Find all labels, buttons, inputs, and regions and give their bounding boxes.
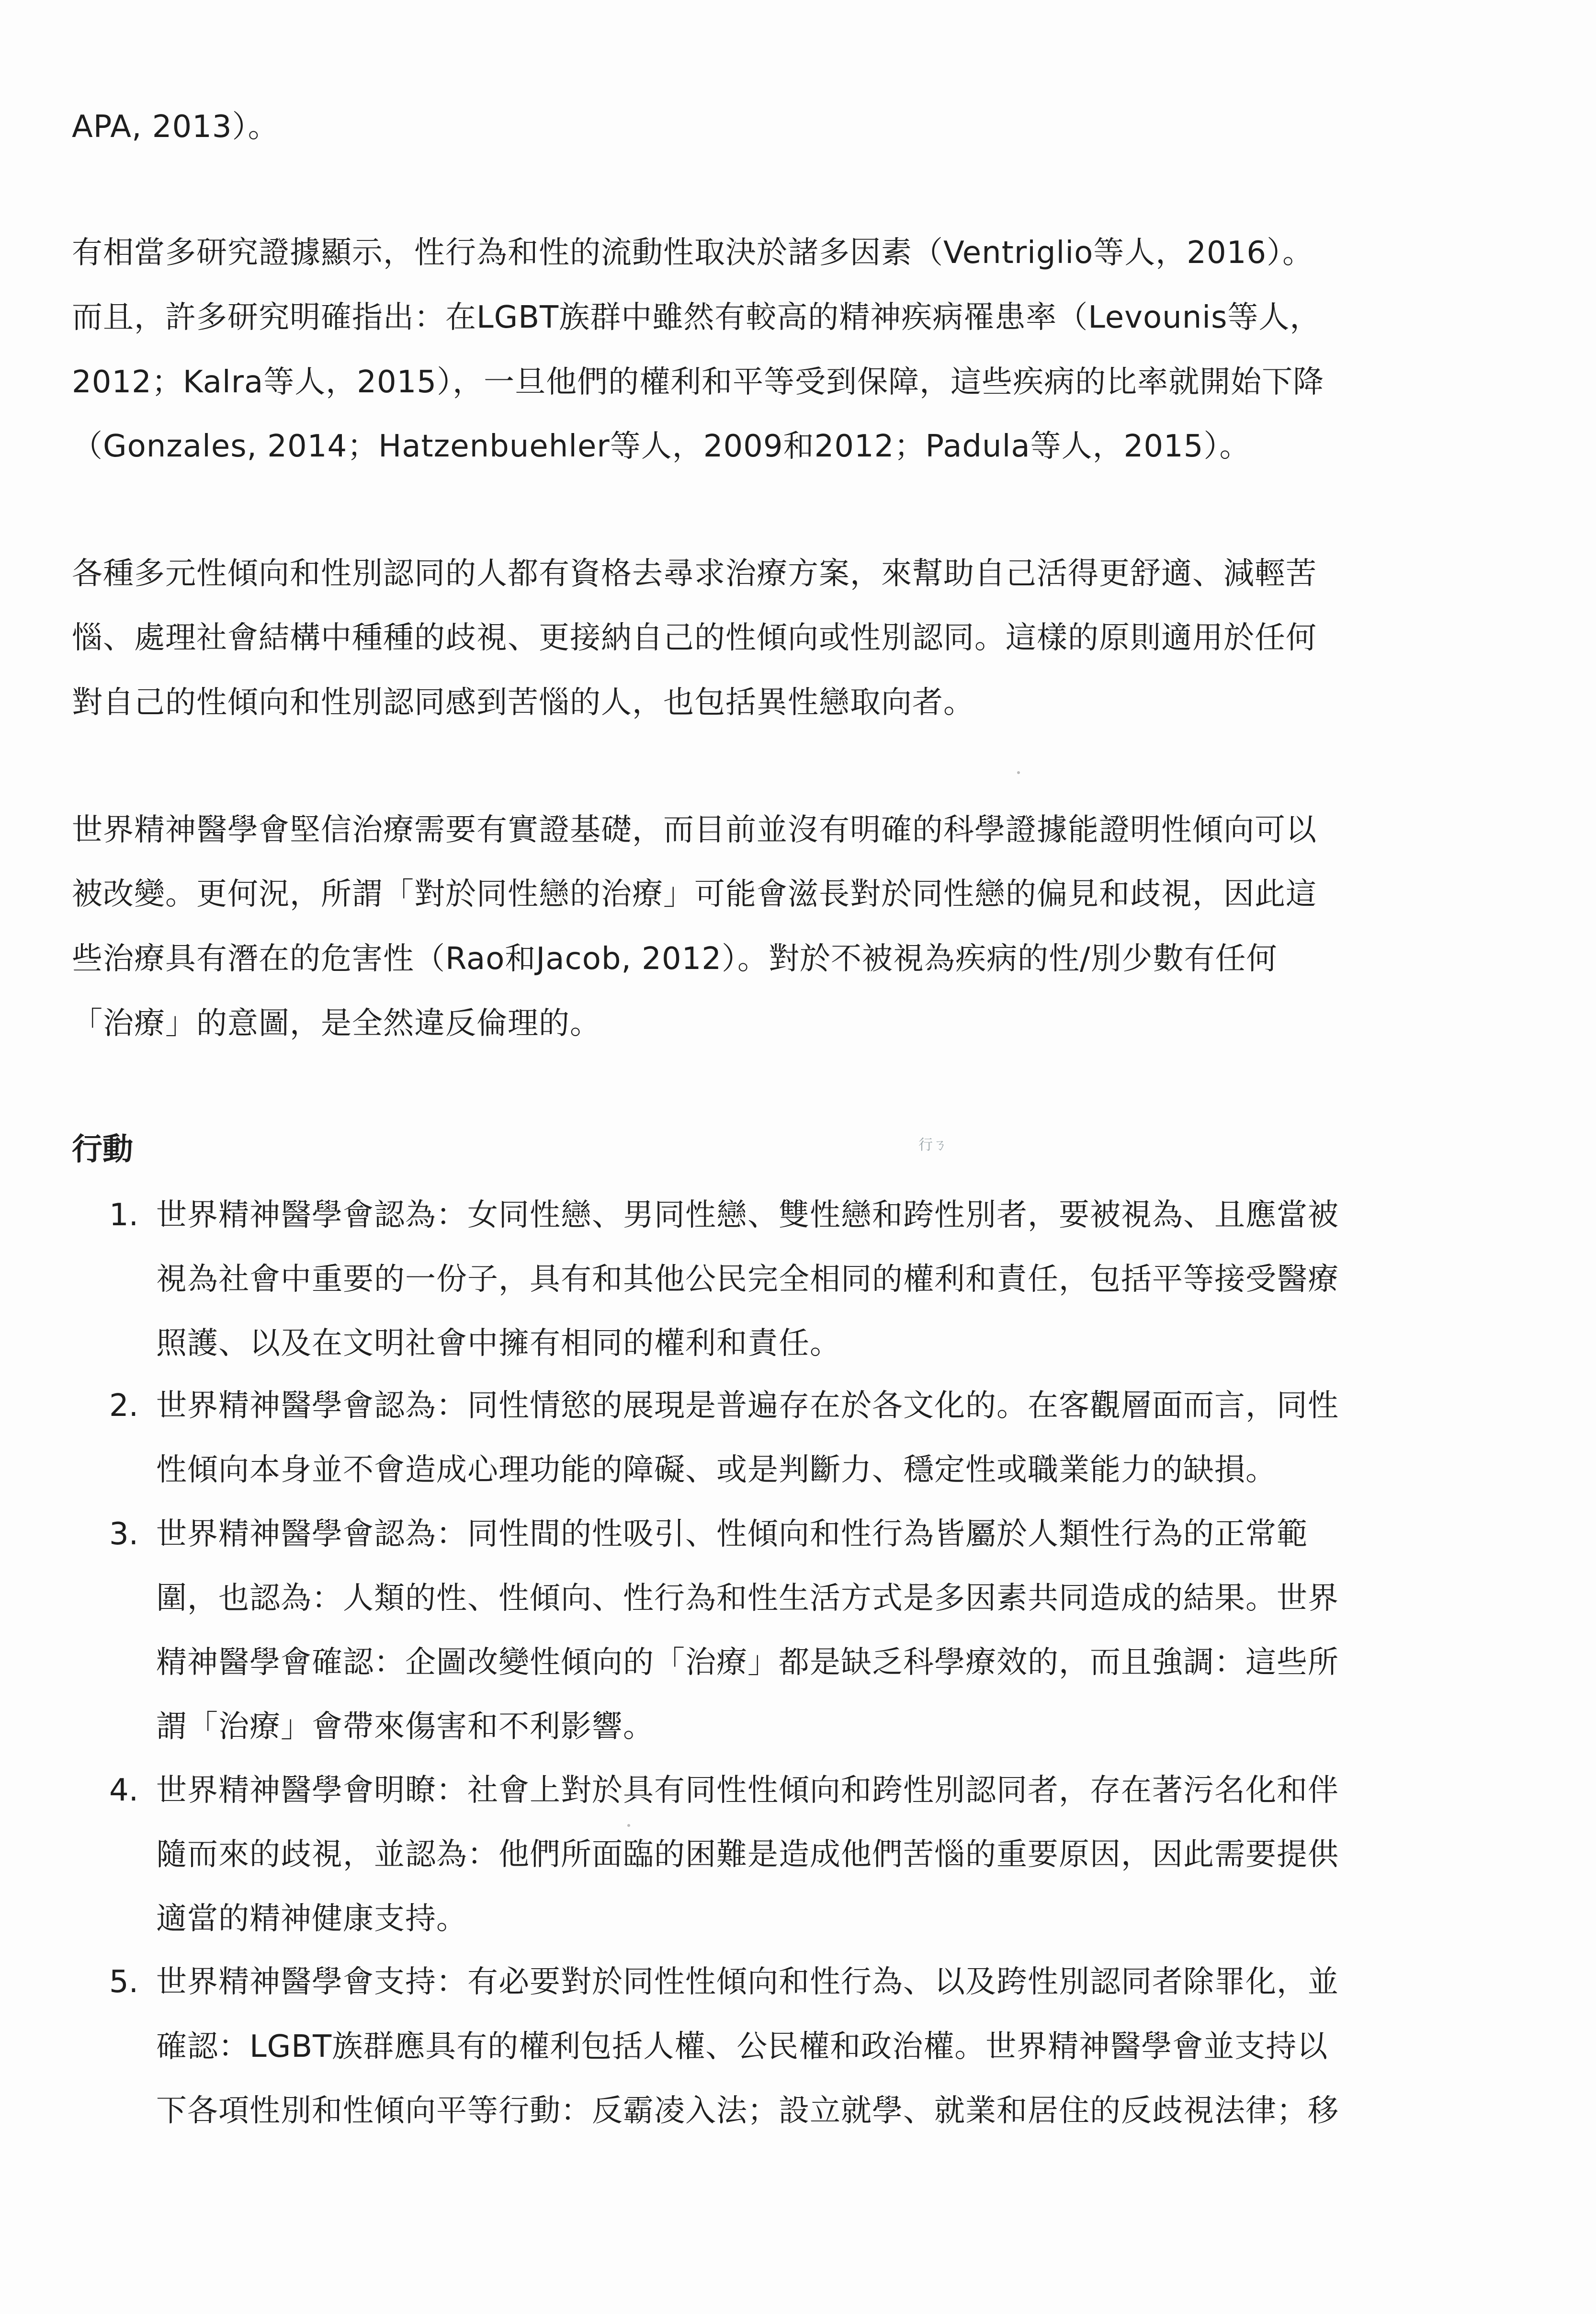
action-number: 3. [109, 1516, 139, 1552]
paragraph-1-line: （Gonzales, 2014；Hatzenbuehler等人，2009和2012；Padula等人，2015）。 [72, 429, 1251, 464]
paragraph-3-line: 世界精神醫學會堅信治療需要有實證基礎，而目前並沒有明確的科學證據能證明性傾向可以 [72, 812, 1317, 848]
paragraph-2-line: 對自己的性傾向和性別認同感到苦惱的人，也包括異性戀取向者。 [72, 685, 974, 720]
paragraph-3-line: 些治療具有潛在的危害性（Rao和Jacob, 2012）。對於不被視為疾病的性/別少數有任何 [72, 941, 1278, 977]
scan-speck [1017, 771, 1020, 774]
action-number: 2. [109, 1388, 139, 1424]
action-line: 性傾向本身並不會造成心理功能的障礙、或是判斷力、穩定性或職業能力的缺損。 [156, 1452, 1277, 1488]
paragraph-2-line: 各種多元性傾向和性別認同的人都有資格去尋求治療方案，來幫助自己活得更舒適、減輕苦 [72, 556, 1317, 592]
action-line: 下各項性別和性傾向平等行動：反霸凌入法；設立就學、就業和居住的反歧視法律；移 [156, 2093, 1339, 2129]
action-line: 視為社會中重要的一份子，具有和其他公民完全相同的權利和責任，包括平等接受醫療 [156, 1262, 1339, 1297]
paragraph-1-line: 而且，許多研究明確指出：在LGBT族群中雖然有較高的精神疾病罹患率（Levounis等人， [72, 300, 1321, 335]
action-number: 4. [109, 1773, 139, 1808]
action-line: 確認：LGBT族群應具有的權利包括人權、公民權和政治權。世界精神醫學會並支持以 [156, 2029, 1328, 2064]
scan-annotation: 行ㄋ [918, 1137, 947, 1153]
action-line: 精神醫學會確認：企圖改變性傾向的「治療」都是缺乏科學療效的，而且強調：這些所 [156, 1645, 1339, 1680]
action-line: 世界精神醫學會支持：有必要對於同性性傾向和性行為、以及跨性別認同者除罪化，並 [156, 1964, 1339, 2000]
action-line: 圍，也認為：人類的性、性傾向、性行為和性生活方式是多因素共同造成的結果。世界 [156, 1581, 1339, 1616]
action-line: 謂「治療」會帶來傷害和不利影響。 [156, 1709, 654, 1744]
action-line: 世界精神醫學會認為：女同性戀、男同性戀、雙性戀和跨性別者，要被視為、且應當被 [156, 1197, 1339, 1233]
action-number: 5. [109, 1964, 139, 2000]
action-line: 照護、以及在文明社會中擁有相同的權利和責任。 [156, 1326, 841, 1361]
action-number: 1. [109, 1197, 139, 1233]
action-line: 世界精神醫學會認為：同性間的性吸引、性傾向和性行為皆屬於人類性行為的正常範 [156, 1516, 1308, 1552]
paragraph-1-line: 有相當多研究證據顯示，性行為和性的流動性取決於諸多因素（Ventriglio等人，2016）。 [72, 235, 1314, 271]
action-line: 世界精神醫學會明瞭：社會上對於具有同性性傾向和跨性別認同者，存在著污名化和伴 [156, 1773, 1339, 1808]
paragraph-2-line: 惱、處理社會結構中種種的歧視、更接納自己的性傾向或性別認同。這樣的原則適用於任何 [72, 620, 1317, 656]
action-line: 世界精神醫學會認為：同性情慾的展現是普遍存在於各文化的。在客觀層面而言，同性 [156, 1388, 1339, 1424]
paragraph-3-line: 「治療」的意圖，是全然違反倫理的。 [72, 1006, 601, 1041]
section-heading: 行動 [72, 1132, 133, 1167]
intro-line: APA, 2013）。 [72, 109, 279, 145]
paragraph-3-line: 被改變。更何況，所謂「對於同性戀的治療」可能會滋長對於同性戀的偏見和歧視，因此這 [72, 877, 1317, 912]
paragraph-1-line: 2012；Kalra等人，2015），一旦他們的權利和平等受到保障，這些疾病的比率就開始下降 [72, 365, 1324, 400]
scan-speck [627, 1824, 630, 1827]
action-line: 隨而來的歧視，並認為：他們所面臨的困難是造成他們苦惱的重要原因，因此需要提供 [156, 1837, 1339, 1872]
action-line: 適當的精神健康支持。 [156, 1901, 467, 1937]
